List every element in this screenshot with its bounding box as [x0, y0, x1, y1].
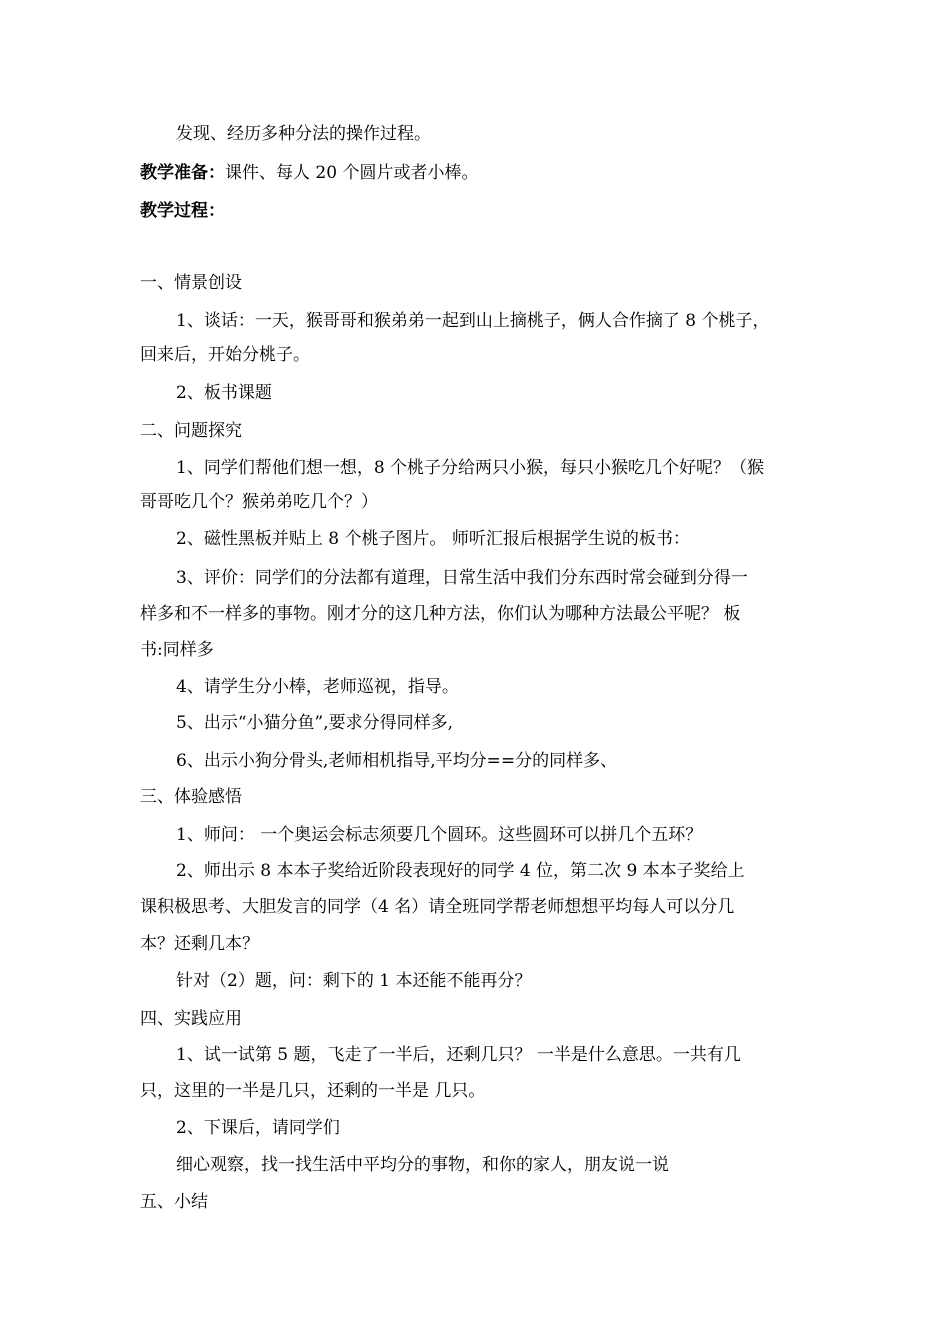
section-2-item-1-line-2: 哥哥吃几个？猴弟弟吃几个？）: [140, 492, 378, 512]
section-2-item-3-line-2: 样多和不一样多的事物。刚才分的这几种方法，你们认为哪种方法最公平呢？ 板: [140, 604, 741, 624]
section-4-item-2-continued: 细心观察，找一找生活中平均分的事物，和你的家人，朋友说一说: [176, 1155, 669, 1175]
section-3-item-2-line-3: 本？还剩几本？: [140, 934, 259, 954]
section-1-item-1-line-1: 1、谈话：一天，猴哥哥和猴弟弟一起到山上摘桃子，俩人合作摘了 8 个桃子，: [176, 311, 770, 331]
teaching-prep-text: 课件、每人 20 个圆片或者小棒。: [225, 163, 479, 183]
section-1-item-2: 2、板书课题: [176, 383, 272, 403]
teaching-prep-label: 教学准备：: [140, 163, 225, 183]
section-2-item-1-line-1: 1、同学们帮他们想一想，8 个桃子分给两只小猴，每只小猴吃几个好呢？（猴: [176, 458, 765, 478]
section-3-item-1: 1、师问： 一个奥运会标志须要几个圆环。这些圆环可以拼几个五环？: [176, 825, 703, 845]
section-4-item-2: 2、下课后，请同学们: [176, 1118, 340, 1138]
section-2-item-5: 5、出示“小猫分鱼”,要求分得同样多,: [176, 713, 454, 733]
section-3-item-2-line-1: 2、师出示 8 本本子奖给近阶段表现好的同学 4 位，第二次 9 本本子奖给上: [176, 861, 745, 881]
section-1-item-1-line-2: 回来后，开始分桃子。: [140, 345, 310, 365]
section-4-title: 四、实践应用: [140, 1009, 242, 1029]
section-2-item-2: 2、磁性黑板并贴上 8 个桃子图片。 师听汇报后根据学生说的板书：: [176, 529, 690, 549]
section-2-item-3-line-3: 书:同样多: [140, 640, 214, 660]
section-2-item-6: 6、出示小狗分骨头,老师相机指导,平均分==分的同样多、: [176, 751, 618, 771]
section-3-item-2-line-2: 课积极思考、大胆发言的同学（4 名）请全班同学帮老师想想平均每人可以分几: [140, 897, 735, 917]
intro-line: 发现、经历多种分法的操作过程。: [176, 124, 431, 144]
section-3-title: 三、体验感悟: [140, 787, 242, 807]
section-4-item-1-line-1: 1、试一试第 5 题，飞走了一半后，还剩几只？ 一半是什么意思。一共有几: [176, 1045, 741, 1065]
section-5-title: 五、小结: [140, 1192, 208, 1212]
teaching-prep: [140, 163, 478, 183]
section-2-item-3-line-1: 3、评价：同学们的分法都有道理，日常生活中我们分东西时常会碰到分得一: [176, 568, 748, 588]
section-4-item-1-line-2: 只，这里的一半是几只，还剩的一半是 几只。: [140, 1081, 486, 1101]
section-2-title: 二、问题探究: [140, 421, 242, 441]
section-2-item-4: 4、请学生分小棒，老师巡视，指导。: [176, 677, 459, 697]
section-1-title: 一、情景创设: [140, 273, 242, 293]
teaching-process-label: 教学过程：: [140, 201, 225, 221]
section-3-note: 针对（2）题，问：剩下的 1 本还能不能再分？: [176, 971, 532, 991]
